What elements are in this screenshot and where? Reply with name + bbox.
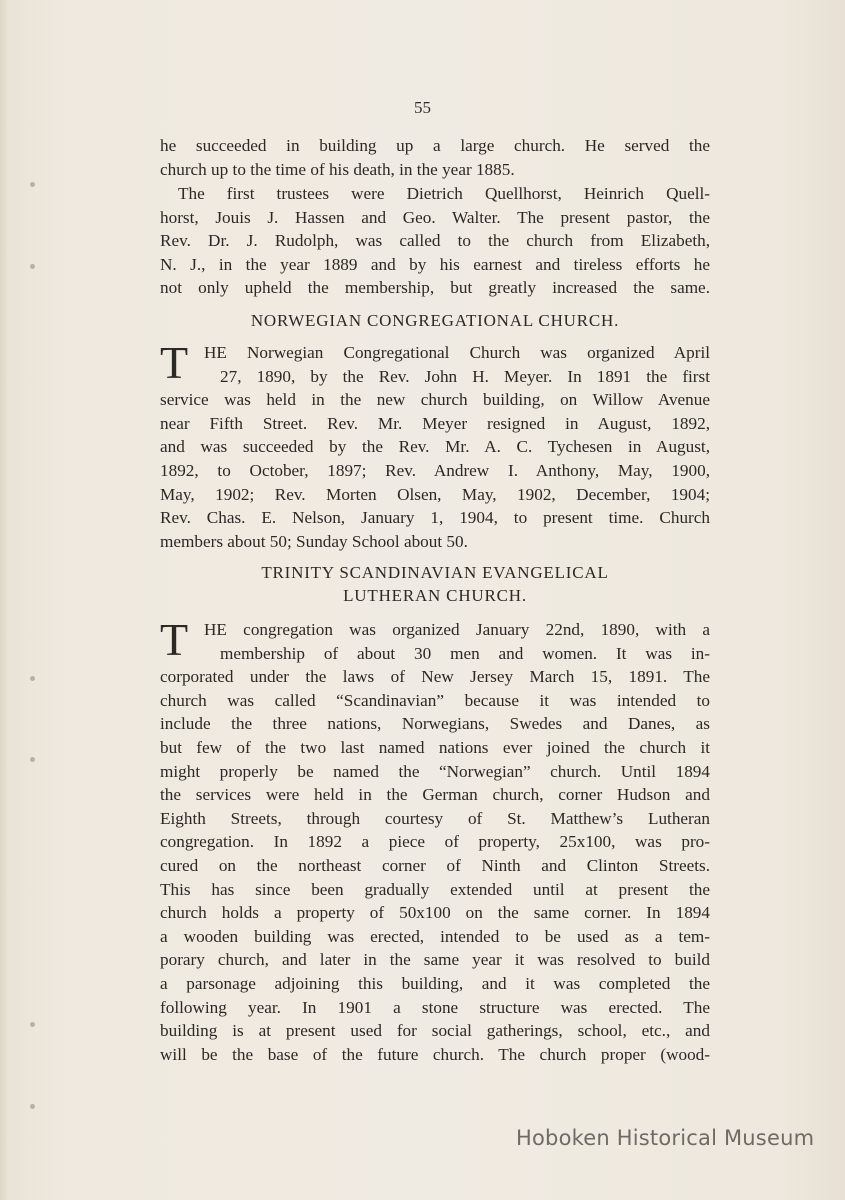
text-line: not only upheld the membership, but greatly increased the same.	[160, 278, 710, 298]
page-edge-shadow	[0, 0, 8, 1200]
museum-watermark: Hoboken Historical Museum	[516, 1126, 815, 1150]
text-line: and was succeeded by the Rev. Mr. A. C. Tychesen in August,	[160, 437, 710, 457]
text-line: HE Norwegian Congregational Church was organized April	[204, 343, 710, 362]
drop-cap: T	[160, 614, 189, 665]
text-line: Rev. Chas. E. Nelson, January 1, 1904, to present time. Church	[160, 508, 710, 528]
binding-hole	[30, 1104, 35, 1109]
binding-hole	[30, 1022, 35, 1027]
text-line: a parsonage adjoining this building, and it was completed the	[160, 973, 710, 993]
text-line: a wooden building was erected, intended to be used as a tem-	[160, 926, 710, 946]
text-line: horst, Jouis J. Hassen and Geo. Walter. The present pastor, the	[160, 207, 710, 227]
text-line: but few of the two last named nations ever joined the church it	[160, 737, 710, 757]
trinity-church-paragraph	[160, 614, 710, 1066]
text-line: church up to the time of his death, in the year 1885.	[160, 159, 515, 179]
text-line: might properly be named the “Norwegian” church. Until 1894	[160, 761, 710, 781]
text-line: service was held in the new church building, on Willow Avenue	[160, 390, 710, 410]
text-line: membership of about 30 men and women. It was in-	[220, 643, 710, 663]
text-line: he succeeded in building up a large church. He served the	[160, 136, 710, 155]
text-line: 27, 1890, by the Rev. John H. Meyer. In 1891 the first	[220, 366, 710, 386]
text-line: corporated under the laws of New Jersey March 15, 1891. The	[160, 667, 710, 687]
text-line: building is at present used for social gatherings, school, etc., and	[160, 1021, 710, 1041]
binding-hole	[30, 757, 35, 762]
text-line: church was called “Scandinavian” because it was intended to	[160, 690, 710, 710]
text-line: cured on the northeast corner of Ninth and Clinton Streets.	[160, 855, 710, 875]
binding-hole	[30, 676, 35, 681]
text-line: HE congregation was organized January 22nd, 1890, with a	[204, 620, 710, 639]
binding-hole	[30, 182, 35, 187]
trustees-paragraph	[160, 182, 710, 300]
continuation-paragraph	[160, 134, 710, 181]
text-line: This has since been gradually extended until at present the	[160, 879, 710, 899]
text-line: include the three nations, Norwegians, Swedes and Danes, as	[160, 714, 710, 734]
text-line: near Fifth Street. Rev. Mr. Meyer resigned in August, 1892,	[160, 413, 710, 433]
text-line: members about 50; Sunday School about 50.	[160, 531, 468, 551]
text-line: May, 1902; Rev. Morten Olsen, May, 1902, December, 1904;	[160, 484, 710, 504]
text-line: church holds a property of 50x100 on the same corner. In 1894	[160, 903, 710, 923]
page-number: 55	[414, 98, 431, 117]
text-line: 1892, to October, 1897; Rev. Andrew I. Anthony, May, 1900,	[160, 460, 710, 480]
drop-cap: T	[160, 337, 189, 388]
section-heading-trinity-line1: TRINITY SCANDINAVIAN EVANGELICAL	[261, 563, 609, 582]
binding-hole	[30, 264, 35, 269]
text-line: the services were held in the German church, corner Hudson and	[160, 785, 710, 805]
section-heading-norwegian: NORWEGIAN CONGREGATIONAL CHURCH.	[250, 311, 620, 330]
text-line: The first trustees were Dietrich Quellhorst, Heinrich Quell-	[178, 184, 710, 203]
section-heading-trinity-line2: LUTHERAN CHURCH.	[343, 586, 527, 605]
text-line: will be the base of the future church. The church proper (wood-	[160, 1044, 710, 1064]
text-line: congregation. In 1892 a piece of property, 25x100, was pro-	[160, 832, 710, 852]
text-line: Rev. Dr. J. Rudolph, was called to the church from Elizabeth,	[160, 231, 710, 251]
text-line: porary church, and later in the same year it was resolved to build	[160, 950, 710, 970]
text-line: following year. In 1901 a stone structure was erected. The	[160, 997, 710, 1017]
text-line: N. J., in the year 1889 and by his earnest and tireless efforts he	[160, 254, 710, 274]
text-line: Eighth Streets, through courtesy of St. Matthew’s Lutheran	[160, 808, 710, 828]
norwegian-church-paragraph	[160, 337, 710, 553]
